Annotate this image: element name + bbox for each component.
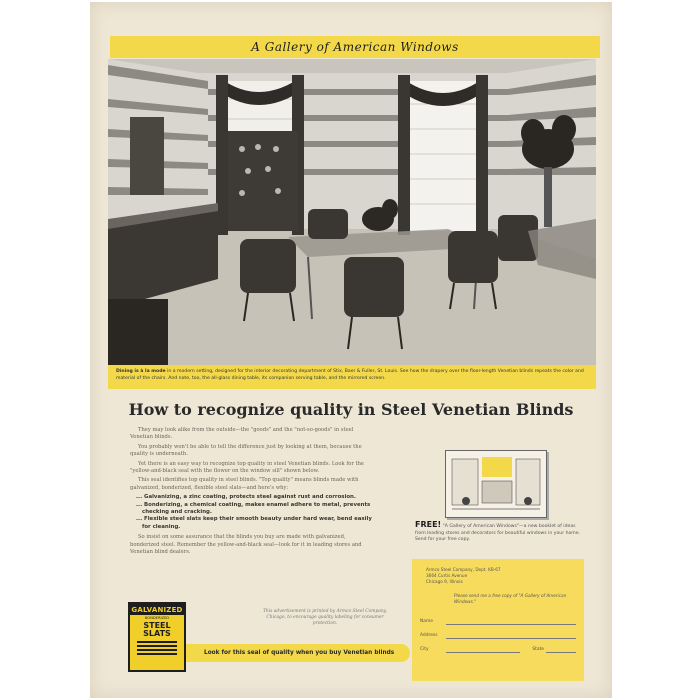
free-offer-text: "A Gallery of American Windows"—a new booklet of ideas from leading stores and decorators for beautiful windows in your home. Send for your free copy. [415,524,581,543]
free-word: FREE! [415,520,442,529]
coupon-address-line-2: 3664 Curtis Avenue [426,573,468,578]
caption-text: in a modern setting, designed for the interior decorating department of Stix, Baer & Fuller, St. Louis. See how the drapery over the floor-length Venetian blinds repeats the color and material of the chairs. And note, too, the all-glass dining table, its companion serving table, and the mirrored screen. [116,369,584,381]
headline: How to recognize quality in Steel Venetian Blinds [128,400,574,419]
state-label: State [532,647,544,652]
body-paragraph-3: Yet there is an easy way to recognize top quality in steel Venetian blinds. Look for the "yellow-and-black seal with the flower on the window sill" shown below. [130,460,364,475]
coupon-address-field[interactable] [420,629,576,639]
coupon-request: Please send me a free copy of "A Gallery of American Windows." [454,593,567,604]
coupon-address-line-1: Armco Steel Company, Dept. KB-67 [426,567,501,572]
body-paragraph-2: You probably won't be able to tell the difference just by looking at them, because the quality is underneath. [130,443,362,458]
banner-title: A Gallery of American Windows [251,40,459,54]
quality-bullets [136,494,373,531]
mail-in-coupon [412,559,584,681]
dining-room-photo-icon [108,59,596,365]
seal-sub-text: BONDERIZED [144,616,169,620]
coupon-city-state-field[interactable] [420,643,576,653]
free-offer [415,522,585,544]
booklet-illustration [445,450,547,518]
seal-mid-text [143,622,171,638]
header-banner [110,36,600,58]
photo-caption [108,365,596,389]
magazine-page [90,2,612,698]
bullet-flexible-slats: ... Flexible steel slats keep their smooth beauty under hard wear, bend easily for cleaning. [136,516,372,530]
coupon-name-field[interactable] [420,615,576,625]
booklet-icon [446,451,546,517]
coupon-address [426,567,576,585]
advertiser-credit: This advertisement is printed by Armco Steel Company, Chicago, to encourage quality labeling for consumer protection. [262,609,388,626]
bullet-galvanizing: ... Galvanizing, a zinc coating, protects steel against rust and corrosion. [136,494,356,501]
city-label: City [420,647,429,652]
seal-slats-icon [137,641,177,657]
seal-top-text: GALVANIZED [131,606,183,614]
quality-seal [128,602,186,672]
seal-mid-line-1: STEEL [143,621,171,630]
address-line[interactable] [446,637,576,639]
body-copy [130,427,373,559]
coupon-address-line-3: Chicago 9, Illinois [426,579,463,584]
name-label: Name [420,619,433,624]
address-label: Address [420,633,438,638]
city-line[interactable] [446,651,520,653]
bullet-bonderizing: ... Bonderizing, a chemical coating, makes enamel adhere to metal, prevents checking and cracking. [136,501,371,516]
name-line[interactable] [446,623,576,625]
body-paragraph-5: So insist on some assurance that the blinds you buy are made with galvanized, bonderized steel. Remember the yellow-and-black seal—look for it in leading stores and Venetian blind dealers. [130,534,362,556]
dining-room-photo [108,59,596,365]
caption-lead: Dining is à la mode [116,369,166,374]
state-line[interactable] [546,651,576,653]
body-paragraph-4: This seal identifies top quality in steel blinds. "Top quality" means blinds made with galvanized, bonderized, flexible steel slats—and here's why: [130,477,359,491]
seal-ribbon: Look for this seal of quality when you buy Venetian blinds [186,644,410,662]
seal-mid-line-2: SLATS [143,629,171,638]
body-paragraph-1: They may look alike from the outside—the "goods" and the "not-so-goods" in steel Venetian blinds. [130,427,354,441]
